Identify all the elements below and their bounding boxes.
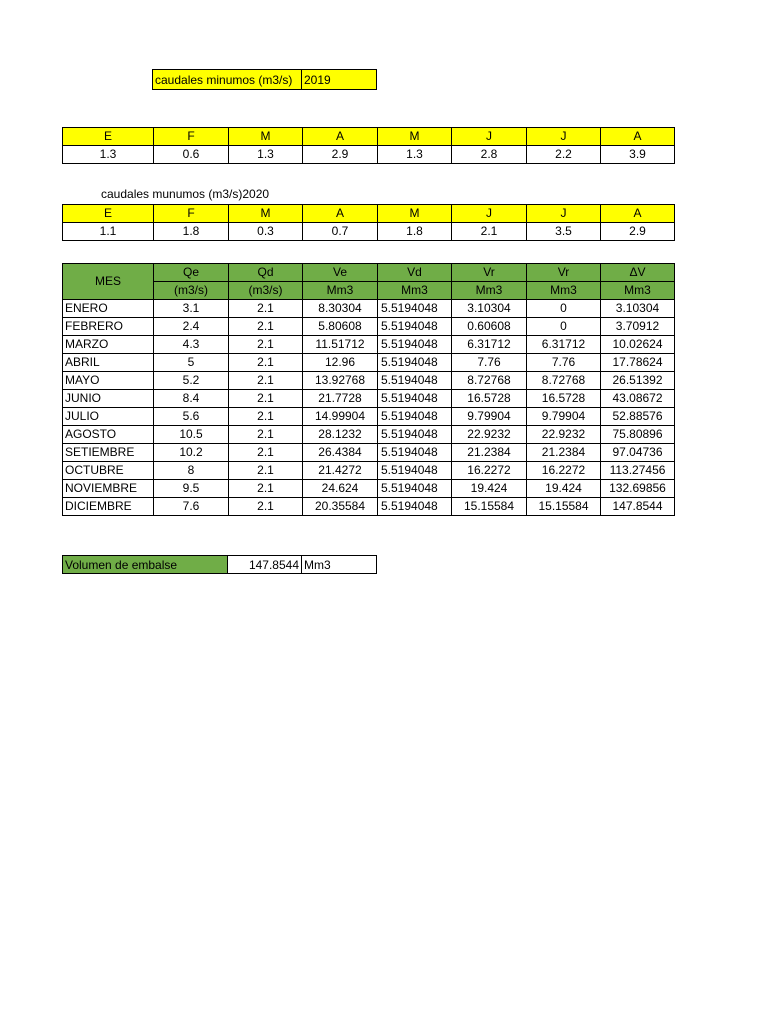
column-unit[interactable]: Mm3: [378, 282, 452, 300]
column-unit[interactable]: Mm3: [527, 282, 601, 300]
month-cell[interactable]: JULIO: [63, 408, 154, 426]
table-cell[interactable]: 15.15584: [527, 498, 601, 516]
table-cell[interactable]: 5.5194048: [378, 336, 452, 354]
table-cell[interactable]: 6.31712: [452, 336, 527, 354]
column-header[interactable]: Qe: [154, 264, 229, 282]
table-cell[interactable]: 5.80608: [303, 318, 378, 336]
month-cell[interactable]: MAYO: [63, 372, 154, 390]
table-cell[interactable]: 19.424: [527, 480, 601, 498]
table-2020-value[interactable]: 2.9: [601, 223, 675, 241]
table-cell[interactable]: 2.1: [229, 390, 303, 408]
table-2020-value[interactable]: 3.5: [527, 223, 601, 241]
table-cell[interactable]: 2.1: [229, 444, 303, 462]
summary-unit-cell[interactable]: [301, 555, 377, 574]
table-cell[interactable]: 26.51392: [601, 372, 675, 390]
table-row: [63, 318, 675, 336]
table-2020-header[interactable]: F: [154, 205, 229, 223]
table-cell[interactable]: 75.80896: [601, 426, 675, 444]
table-row: [63, 354, 675, 372]
table-cell[interactable]: 21.2384: [452, 444, 527, 462]
table-2019-header[interactable]: M: [378, 128, 452, 146]
table-cell[interactable]: 22.9232: [527, 426, 601, 444]
table-cell[interactable]: 7.76: [527, 354, 601, 372]
table-cell[interactable]: 5.5194048: [378, 354, 452, 372]
table-cell[interactable]: 2.1: [229, 480, 303, 498]
table-cell[interactable]: 5.5194048: [378, 390, 452, 408]
table-cell[interactable]: 8.72768: [452, 372, 527, 390]
table-row: [63, 498, 675, 516]
title-2019-label: caudales minumos (m3/s): [155, 72, 293, 87]
table-cell[interactable]: 52.88576: [601, 408, 675, 426]
table-2019-value[interactable]: 1.3: [378, 146, 452, 164]
table-cell[interactable]: 8.4: [154, 390, 229, 408]
month-cell[interactable]: NOVIEMBRE: [63, 480, 154, 498]
table-cell[interactable]: 10.2: [154, 444, 229, 462]
month-cell[interactable]: MARZO: [63, 336, 154, 354]
table-2019-value[interactable]: 2.8: [452, 146, 527, 164]
reservoir-header-row: [63, 264, 675, 282]
table-cell[interactable]: 20.35584: [303, 498, 378, 516]
column-unit[interactable]: Mm3: [452, 282, 527, 300]
table-2019-header[interactable]: A: [303, 128, 378, 146]
table-2020-header[interactable]: J: [452, 205, 527, 223]
column-header[interactable]: Ve: [303, 264, 378, 282]
table-cell[interactable]: 43.08672: [601, 390, 675, 408]
table-cell[interactable]: 13.92768: [303, 372, 378, 390]
table-cell[interactable]: 2.1: [229, 318, 303, 336]
table-cell[interactable]: 21.2384: [527, 444, 601, 462]
table-2019-header-row: [63, 128, 675, 146]
table-cell[interactable]: 5.5194048: [378, 462, 452, 480]
table-cell[interactable]: 16.5728: [527, 390, 601, 408]
column-header[interactable]: ΔV: [601, 264, 675, 282]
table-cell[interactable]: 10.02624: [601, 336, 675, 354]
title-2020[interactable]: caudales munumos (m3/s)2020: [101, 187, 270, 201]
table-row: [63, 480, 675, 498]
table-2020-header-row: [63, 205, 675, 223]
table-2020-value[interactable]: 1.8: [154, 223, 229, 241]
month-cell[interactable]: JUNIO: [63, 390, 154, 408]
table-cell[interactable]: 15.15584: [452, 498, 527, 516]
table-cell[interactable]: 5.5194048: [378, 372, 452, 390]
table-cell[interactable]: 12.96: [303, 354, 378, 372]
table-2019-header[interactable]: F: [154, 128, 229, 146]
table-2020-value[interactable]: 0.3: [229, 223, 303, 241]
table-cell[interactable]: 2.1: [229, 372, 303, 390]
table-row: [63, 300, 675, 318]
table-row: [63, 408, 675, 426]
table-2020-value-row: [63, 223, 675, 241]
table-cell[interactable]: 16.2272: [527, 462, 601, 480]
table-cell[interactable]: 0.60608: [452, 318, 527, 336]
table-row: [63, 390, 675, 408]
table-2019: [62, 127, 675, 164]
month-cell[interactable]: ABRIL: [63, 354, 154, 372]
table-cell[interactable]: 10.5: [154, 426, 229, 444]
table-2019-value[interactable]: 3.9: [601, 146, 675, 164]
column-header[interactable]: Vr: [452, 264, 527, 282]
table-cell[interactable]: 7.76: [452, 354, 527, 372]
table-cell[interactable]: 2.1: [229, 498, 303, 516]
table-2019-header[interactable]: A: [601, 128, 675, 146]
summary-value: 147.8544: [248, 557, 299, 572]
table-2019-header[interactable]: E: [63, 128, 154, 146]
table-cell[interactable]: 5.5194048: [378, 426, 452, 444]
table-cell[interactable]: 14.99904: [303, 408, 378, 426]
month-cell[interactable]: FEBRERO: [63, 318, 154, 336]
table-cell[interactable]: 3.10304: [452, 300, 527, 318]
table-2020-header[interactable]: E: [63, 205, 154, 223]
column-unit[interactable]: (m3/s): [154, 282, 229, 300]
column-unit[interactable]: Mm3: [601, 282, 675, 300]
table-cell[interactable]: 2.4: [154, 318, 229, 336]
table-cell[interactable]: 16.2272: [452, 462, 527, 480]
summary-unit: Mm3: [304, 557, 331, 572]
table-cell[interactable]: 21.7728: [303, 390, 378, 408]
table-2020-header[interactable]: J: [527, 205, 601, 223]
table-cell[interactable]: 8.30304: [303, 300, 378, 318]
table-cell[interactable]: 0: [527, 318, 601, 336]
table-cell[interactable]: 9.5: [154, 480, 229, 498]
table-cell[interactable]: 9.79904: [452, 408, 527, 426]
table-cell[interactable]: 19.424: [452, 480, 527, 498]
table-cell[interactable]: 8: [154, 462, 229, 480]
summary-label: Volumen de embalse: [65, 557, 178, 572]
month-cell[interactable]: OCTUBRE: [63, 462, 154, 480]
table-row: [63, 462, 675, 480]
table-cell[interactable]: 28.1232: [303, 426, 378, 444]
table-2019-value[interactable]: 2.9: [303, 146, 378, 164]
table-cell[interactable]: 5: [154, 354, 229, 372]
table-cell[interactable]: 5.2: [154, 372, 229, 390]
table-2020-header[interactable]: A: [303, 205, 378, 223]
column-header[interactable]: Qd: [229, 264, 303, 282]
table-2019-header[interactable]: J: [527, 128, 601, 146]
reservoir-table: [62, 263, 675, 516]
table-cell[interactable]: 5.5194048: [378, 318, 452, 336]
month-cell[interactable]: AGOSTO: [63, 426, 154, 444]
table-cell[interactable]: 8.72768: [527, 372, 601, 390]
reservoir-units-row: [63, 282, 675, 300]
month-cell[interactable]: ENERO: [63, 300, 154, 318]
table-cell[interactable]: 97.04736: [601, 444, 675, 462]
table-2020-value[interactable]: 2.1: [452, 223, 527, 241]
table-2019-value[interactable]: 0.6: [154, 146, 229, 164]
table-2019-value-row: [63, 146, 675, 164]
table-2020-header[interactable]: M: [378, 205, 452, 223]
table-cell[interactable]: 132.69856: [601, 480, 675, 498]
table-cell[interactable]: 5.5194048: [378, 444, 452, 462]
table-cell[interactable]: 7.6: [154, 498, 229, 516]
table-cell[interactable]: 2.1: [229, 354, 303, 372]
table-cell[interactable]: 4.3: [154, 336, 229, 354]
table-2020-value[interactable]: 0.7: [303, 223, 378, 241]
table-2020-header[interactable]: M: [229, 205, 303, 223]
table-cell[interactable]: 26.4384: [303, 444, 378, 462]
table-cell[interactable]: 2.1: [229, 300, 303, 318]
table-cell[interactable]: 17.78624: [601, 354, 675, 372]
table-cell[interactable]: 2.1: [229, 336, 303, 354]
table-cell[interactable]: 5.5194048: [378, 480, 452, 498]
summary-label-cell[interactable]: [62, 555, 228, 574]
table-cell[interactable]: 21.4272: [303, 462, 378, 480]
table-cell[interactable]: 24.624: [303, 480, 378, 498]
table-cell[interactable]: 6.31712: [527, 336, 601, 354]
table-row: [63, 336, 675, 354]
table-cell[interactable]: 9.79904: [527, 408, 601, 426]
table-2019-value[interactable]: 1.3: [63, 146, 154, 164]
table-cell[interactable]: 2.1: [229, 426, 303, 444]
table-cell[interactable]: 5.5194048: [378, 498, 452, 516]
table-row: [63, 426, 675, 444]
table-2020-value[interactable]: 1.1: [63, 223, 154, 241]
table-2019-header[interactable]: M: [229, 128, 303, 146]
column-header[interactable]: Vr: [527, 264, 601, 282]
table-cell[interactable]: 147.8544: [601, 498, 675, 516]
table-cell[interactable]: 5.5194048: [378, 408, 452, 426]
column-unit[interactable]: (m3/s): [229, 282, 303, 300]
table-cell[interactable]: 3.1: [154, 300, 229, 318]
title-2019-label-cell[interactable]: [152, 69, 302, 90]
table-cell[interactable]: 2.1: [229, 462, 303, 480]
title-2019-year: 2019: [304, 72, 331, 87]
table-2019-header[interactable]: J: [452, 128, 527, 146]
table-cell[interactable]: 22.9232: [452, 426, 527, 444]
table-row: [63, 372, 675, 390]
table-2019-value[interactable]: 2.2: [527, 146, 601, 164]
column-unit[interactable]: Mm3: [303, 282, 378, 300]
table-cell[interactable]: 16.5728: [452, 390, 527, 408]
table-cell[interactable]: 11.51712: [303, 336, 378, 354]
table-cell[interactable]: 3.10304: [601, 300, 675, 318]
column-header[interactable]: Vd: [378, 264, 452, 282]
table-cell[interactable]: 113.27456: [601, 462, 675, 480]
table-cell[interactable]: 0: [527, 300, 601, 318]
table-2019-value[interactable]: 1.3: [229, 146, 303, 164]
table-2020-header[interactable]: A: [601, 205, 675, 223]
month-cell[interactable]: SETIEMBRE: [63, 444, 154, 462]
table-2020: [62, 204, 675, 241]
table-cell[interactable]: 5.5194048: [378, 300, 452, 318]
table-row: [63, 444, 675, 462]
summary-value-cell[interactable]: [227, 555, 302, 574]
month-cell[interactable]: DICIEMBRE: [63, 498, 154, 516]
table-cell[interactable]: 5.6: [154, 408, 229, 426]
mes-header[interactable]: MES: [63, 264, 154, 300]
table-cell[interactable]: 3.70912: [601, 318, 675, 336]
title-2019-year-cell[interactable]: [301, 69, 377, 90]
table-cell[interactable]: 2.1: [229, 408, 303, 426]
table-2020-value[interactable]: 1.8: [378, 223, 452, 241]
